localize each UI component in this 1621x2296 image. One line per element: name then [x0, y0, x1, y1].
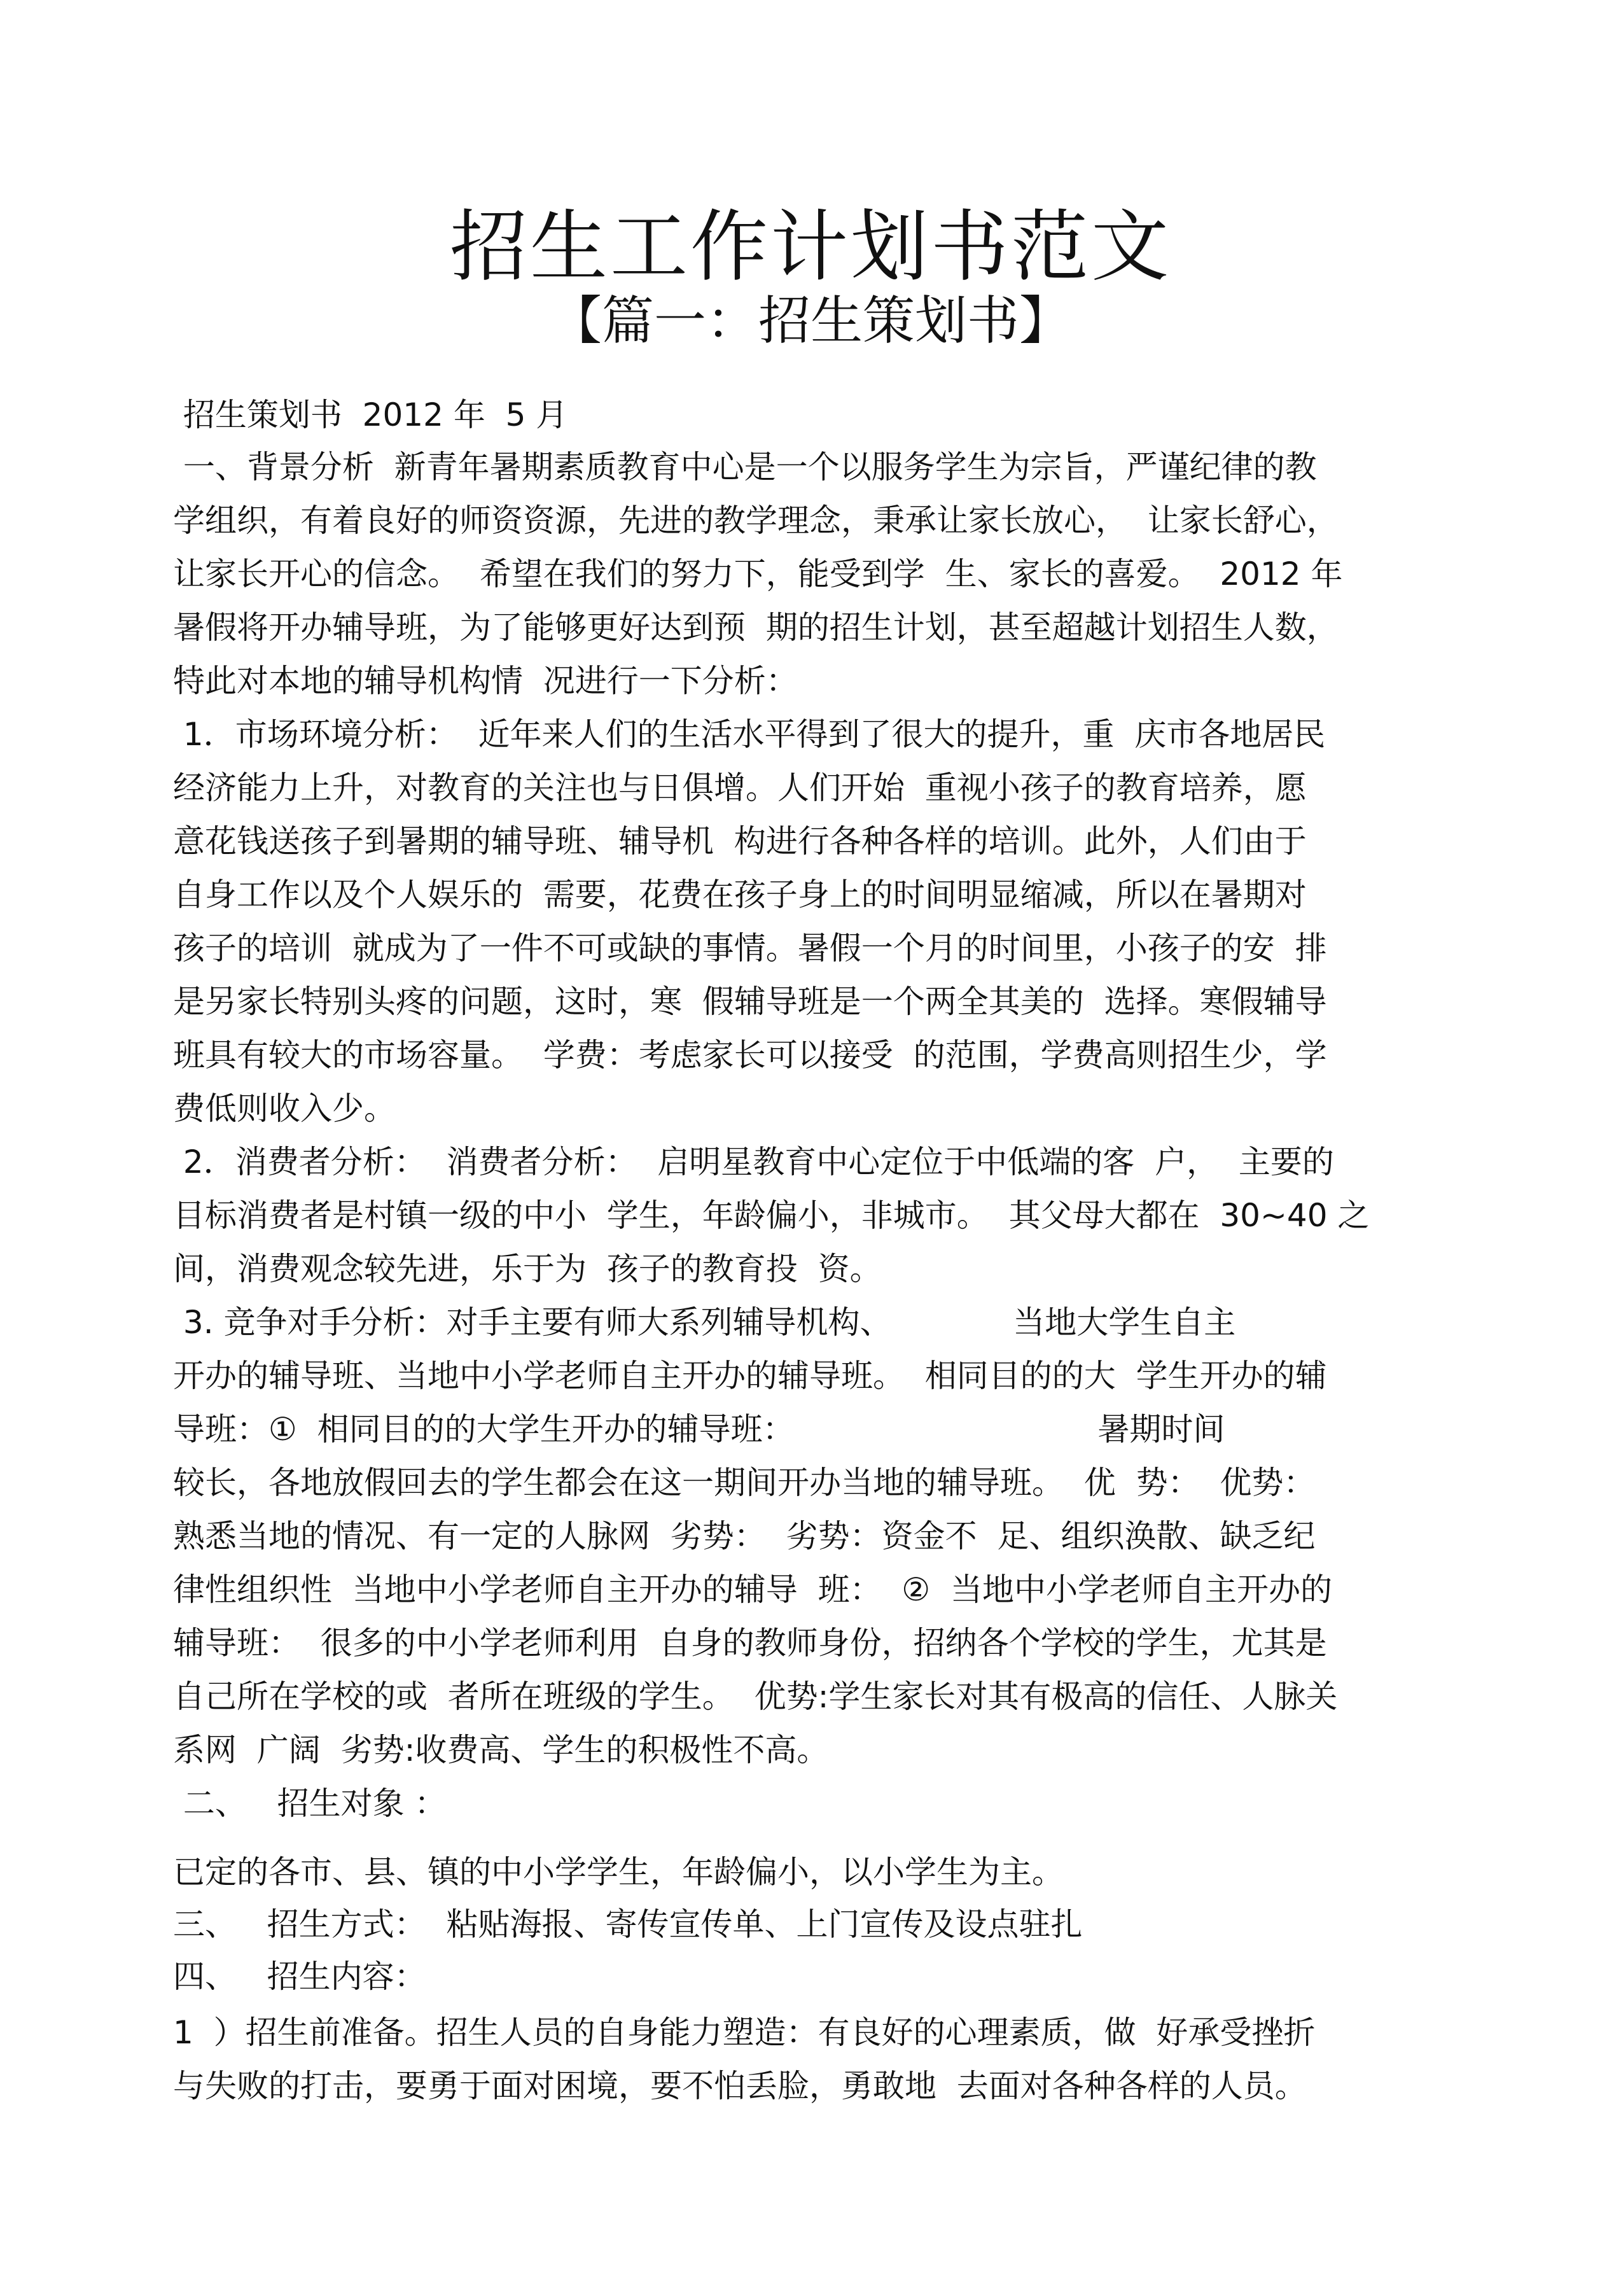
text-line: 学组织，有着良好的师资资源，先进的教学理念，秉承让家长放心， 让家长舒心， — [173, 502, 1339, 539]
text-line: 四、 招生内容： — [173, 1958, 426, 1995]
text-line: 与失败的打击，要勇于面对困境，要不怕丢脸，勇敢地 去面对各种各样的人员。 — [173, 2068, 1307, 2104]
text-line: 开办的辅导班、当地中小学老师自主开办的辅导班。 相同目的的大 学生开办的辅 — [173, 1357, 1327, 1394]
text-line: 自己所在学校的或 者所在班级的学生。 优势:学生家长对其有极高的信任、人脉关 — [173, 1678, 1338, 1715]
text-line: 是另家长特别头疼的问题，这时，寒 假辅导班是一个两全其美的 选择。寒假辅导 — [173, 983, 1327, 1020]
text-line: 间，消费观念较先进，乐于为 孩子的教育投 资。 — [173, 1250, 882, 1287]
text-line: 系网 广阔 劣势:收费高、学生的积极性不高。 — [173, 1732, 829, 1768]
text-line: 二、 招生对象 ： — [173, 1785, 447, 1822]
text-line: 1．市场环境分析： 近年来人们的生活水平得到了很大的提升，重 庆市各地居民 — [173, 716, 1326, 753]
text-line: 自身工作以及个人娱乐的 需要，花费在孩子身上的时间明显缩减，所以在暑期对 — [173, 876, 1307, 913]
text-line: 导班：① 相同目的的大学生开办的辅导班： 暑期时间 — [173, 1411, 1225, 1448]
text-line: 目标消费者是村镇一级的中小 学生，年龄偏小，非城市。 其父母大都在 30~40 之 — [173, 1197, 1370, 1234]
text-line: 较长，各地放假回去的学生都会在这一期间开办当地的辅导班。 优 势： 优势： — [173, 1464, 1316, 1501]
text-line: 一、背景分析 新青年暑期素质教育中心是一个以服务学生为宗旨，严谨纪律的教 — [173, 449, 1317, 486]
text-line: 熟悉当地的情况、有一定的人脉网 劣势： 劣势：资金不 足、组织涣散、缺乏纪 — [173, 1518, 1316, 1555]
document-subtitle: 【篇一：招生策划书】 — [549, 291, 1071, 351]
text-line: 律性组织性 当地中小学老师自主开办的辅导 班： ② 当地中小学老师自主开办的 — [173, 1571, 1332, 1608]
text-line: 意花钱送孩子到暑期的辅导班、辅导机 构进行各种各样的培训。此外，人们由于 — [173, 823, 1307, 860]
text-line: 费低则收入少。 — [173, 1090, 396, 1127]
text-line: 辅导班： 很多的中小学老师利用 自身的教师身份，招纳各个学校的学生，尤其是 — [173, 1625, 1327, 1662]
text-line: 特此对本地的辅导机构情 况进行一下分析： — [173, 662, 798, 699]
text-line: 三、 招生方式： 粘贴海报、寄传宣传单、上门宣传及设点驻扎 — [173, 1906, 1083, 1943]
text-line: 1 ）招生前准备。招生人员的自身能力塑造：有良好的心理素质，做 好承受挫折 — [173, 2014, 1316, 2051]
text-line: 3. 竞争对手分析：对手主要有师大系列辅导机构、 当地大学生自主 — [173, 1304, 1236, 1341]
text-line: 已定的各市、县、镇的中小学学生，年龄偏小，以小学生为主。 — [173, 1854, 1064, 1891]
text-line: 让家长开心的信念。 希望在我们的努力下，能受到学 生、家长的喜爱。 2012 年 — [173, 556, 1343, 592]
text-line: 班具有较大的市场容量。 学费：考虑家长可以接受 的范围，学费高则招生少，学 — [173, 1037, 1327, 1074]
text-line: 2．消费者分析： 消费者分析： 启明星教育中心定位于中低端的客 户， 主要的 — [173, 1144, 1334, 1180]
text-line: 招生策划书 2012 年 5 月 — [173, 396, 568, 433]
text-line: 经济能力上升，对教育的关注也与日俱增。人们开始 重视小孩子的教育培养，愿 — [173, 769, 1307, 806]
document-title: 招生工作计划书范文 — [450, 202, 1171, 292]
text-line: 暑假将开办辅导班，为了能够更好达到预 期的招生计划，甚至超越计划招生人数， — [173, 609, 1339, 646]
text-line: 孩子的培训 就成为了一件不可或缺的事情。暑假一个月的时间里，小孩子的安 排 — [173, 930, 1327, 967]
